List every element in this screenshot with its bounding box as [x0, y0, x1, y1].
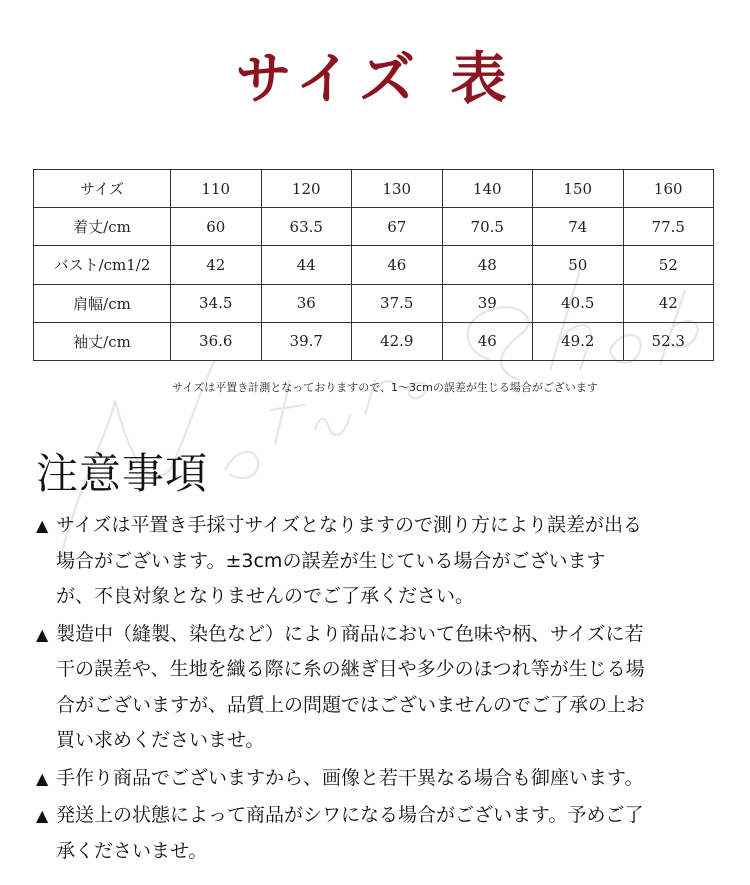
size-table	[33, 169, 714, 361]
table-row	[34, 284, 714, 322]
size-header-cell: 140	[442, 170, 533, 208]
row-label: 着丈/cm	[34, 208, 171, 246]
caution-text: 合がございますが、品質上の問題ではございませんのでご了承の上お	[56, 693, 646, 716]
table-header-label: サイズ	[34, 170, 171, 208]
caution-text: 買い求めくださいませ。	[56, 729, 265, 751]
size-header-cell: 110	[171, 170, 262, 208]
table-cell: 50	[533, 246, 624, 284]
table-cell: 67	[352, 208, 443, 246]
size-header-cell: 150	[533, 170, 624, 208]
row-label: 肩幅/cm	[34, 284, 171, 322]
caution-text: が、不良対象となりませんのでご了承ください。	[56, 585, 475, 607]
triangle-icon: ▲	[36, 806, 49, 825]
table-cell: 39.7	[261, 322, 352, 360]
triangle-icon: ▲	[36, 624, 49, 644]
table-cell: 37.5	[352, 284, 443, 322]
table-cell: 39	[442, 284, 533, 322]
table-row	[34, 246, 714, 284]
caution-text: 製造中（縫製、染色など）により商品において色味や柄、サイズに若	[56, 622, 644, 645]
table-cell: 40.5	[533, 284, 624, 322]
caution-item	[36, 761, 726, 797]
table-cell: 48	[442, 246, 533, 284]
table-cell: 77.5	[623, 208, 714, 246]
caution-text: サイズは平置き手採寸サイズとなりますので測り方により誤差が出る	[56, 514, 642, 536]
table-cell: 34.5	[171, 284, 262, 322]
table-cell: 52.3	[623, 322, 714, 360]
table-cell: 63.5	[261, 208, 352, 246]
size-header-cell: 130	[352, 170, 443, 208]
table-cell: 46	[442, 322, 533, 360]
caution-text: 発送上の状態によって商品がシワになる場合がございます。予めご了	[56, 804, 644, 826]
table-cell: 42.9	[352, 322, 443, 360]
measurement-note: サイズは平置き計測となっておりますので、1〜3cmの誤差が生じる場合がございます	[172, 381, 598, 394]
triangle-icon: ▲	[36, 516, 49, 535]
table-cell: 49.2	[533, 322, 624, 360]
row-label: 袖丈/cm	[34, 322, 171, 360]
table-header-row	[34, 170, 714, 208]
caution-text: 場合がございます。±3cmの誤差が生じている場合がございます	[56, 549, 606, 572]
table-cell: 60	[171, 208, 262, 246]
table-cell: 46	[352, 246, 443, 284]
caution-item	[36, 508, 726, 615]
table-cell: 42	[623, 284, 714, 322]
table-cell: 36.6	[171, 322, 262, 360]
size-header-cell: 160	[623, 170, 714, 208]
table-cell: 44	[261, 246, 352, 284]
caution-heading: 注意事項	[36, 449, 209, 498]
caution-item	[36, 798, 726, 869]
caution-text: 手作り商品でございますから、画像と若干異なる場合も御座います。	[56, 766, 644, 789]
caution-text: 干の誤差や、生地を織る際に糸の継ぎ目や多少のほつれ等が生じる場	[56, 658, 645, 680]
caution-item	[36, 617, 726, 759]
table-cell: 42	[171, 246, 262, 284]
size-header-cell: 120	[261, 170, 352, 208]
table-cell: 36	[261, 284, 352, 322]
caution-text: 承くださいませ。	[56, 839, 208, 862]
triangle-icon: ▲	[36, 768, 49, 788]
table-cell: 52	[623, 246, 714, 284]
table-cell: 74	[533, 208, 624, 246]
table-row	[34, 208, 714, 246]
caution-list	[36, 508, 726, 871]
row-label: バスト/cm1/2	[34, 246, 171, 284]
table-row	[34, 322, 714, 360]
page-title: サイズ 表	[235, 47, 515, 112]
table-cell: 70.5	[442, 208, 533, 246]
